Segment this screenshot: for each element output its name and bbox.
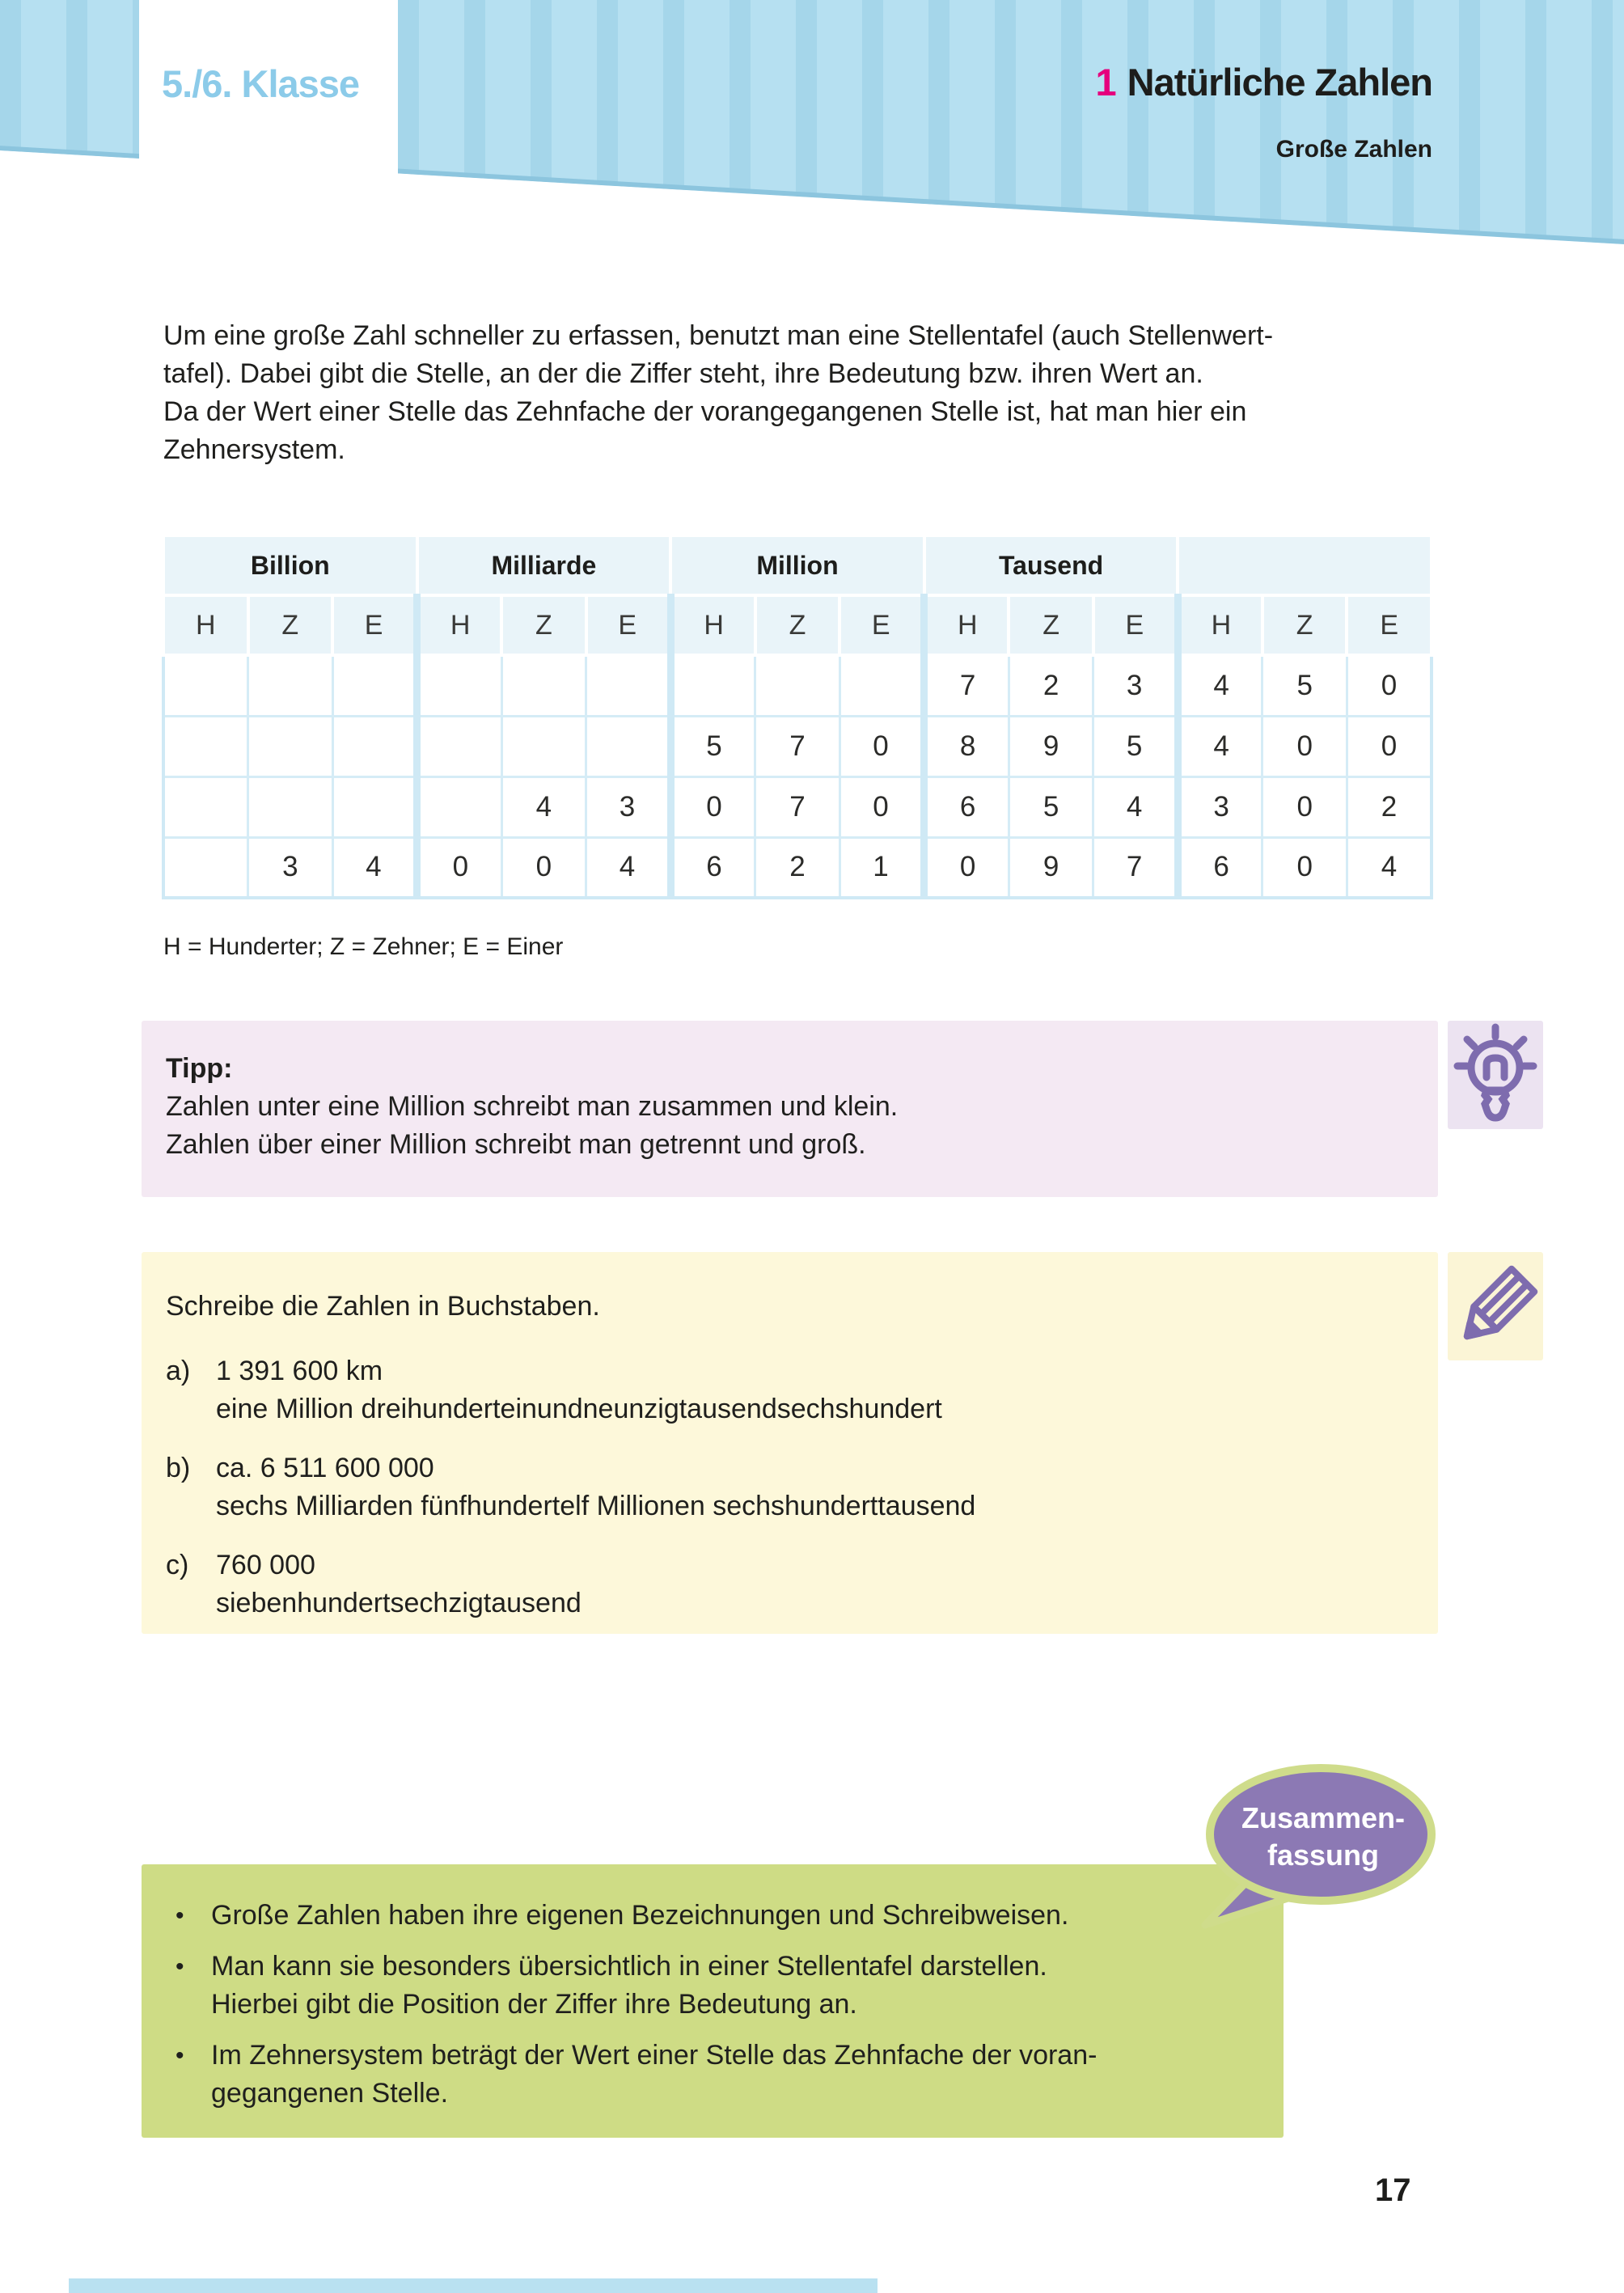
table-cell: 4 [332,837,417,898]
item-label: c) [166,1550,189,1580]
subheader-cell: H [1178,595,1262,655]
table-cell [163,837,248,898]
table-row [163,655,1432,716]
tip-box [142,1021,1438,1197]
table-cell [586,655,671,716]
table-cell [417,776,502,837]
grade-label: 5./6. Klasse [162,62,360,105]
exercise-item-b [166,1449,1414,1525]
summary-box [142,1864,1284,2138]
group-header-milliarde: Milliarde [417,535,671,595]
summary-bullet [176,2037,1259,2113]
table-cell [586,716,671,776]
table-cell: 2 [1347,776,1432,837]
table-cell: 3 [1093,655,1178,716]
item-answer: siebenhundertsechzigtausend [216,1588,582,1618]
table-cell: 4 [1178,655,1262,716]
lightbulb-icon [1448,1021,1543,1129]
chapter-title [1096,60,1433,104]
table-cell: 0 [1262,776,1347,837]
item-number: 760 000 [216,1550,315,1580]
intro-line: Zehnersystem. [163,434,345,465]
table-cell: 4 [501,776,586,837]
table-cell: 6 [924,776,1009,837]
table-cell: 4 [1178,716,1262,776]
summary-bullet [176,1897,1259,1935]
item-number: ca. 6 511 600 000 [216,1453,434,1483]
exercise-icon-box [1448,1252,1543,1360]
subheader-cell: E [1347,595,1432,655]
table-cell: 3 [1178,776,1262,837]
item-label: a) [166,1356,191,1386]
table-cell: 7 [1093,837,1178,898]
subheader-cell: E [1093,595,1178,655]
bubble-text-line: Zusammen- [1241,1801,1406,1834]
intro-paragraph [163,317,1474,469]
table-cell: 5 [1262,655,1347,716]
subheader-cell: E [332,595,417,655]
table-cell [417,655,502,716]
bullet-dot: • [176,1902,184,1929]
table-cell: 1 [839,837,924,898]
table-cell [501,655,586,716]
table-cell [332,716,417,776]
exercise-prompt: Schreibe die Zahlen in Buchstaben. [166,1291,600,1322]
tip-icon-box [1448,1021,1543,1129]
bullet-line: gegangenen Stelle. [211,2078,449,2109]
table-cell: 6 [1178,837,1262,898]
subheader-cell: H [670,595,755,655]
table-cell: 0 [417,837,502,898]
subheader-cell: Z [501,595,586,655]
table-cell: 4 [586,837,671,898]
subheader-cell: Z [1009,595,1093,655]
table-cell [332,776,417,837]
table-cell: 0 [1262,716,1347,776]
table-cell: 5 [1093,716,1178,776]
table-cell [332,655,417,716]
table-group-header-row [163,535,1432,595]
table-cell [670,655,755,716]
subheader-cell: Z [1262,595,1347,655]
intro-line: Da der Wert einer Stelle das Zehnfache der vorangegangenen Stelle ist, hat man hier ein [163,396,1247,427]
bubble-text-line: fassung [1267,1838,1380,1872]
summary-bubble [1195,1757,1446,1941]
item-number: 1 391 600 km [216,1356,383,1386]
chapter-name: Natürliche Zahlen [1127,61,1432,104]
subheader-cell: H [924,595,1009,655]
table-cell: 2 [755,837,840,898]
bullet-dot: • [176,2042,184,2069]
table-cell: 0 [924,837,1009,898]
table-cell: 8 [924,716,1009,776]
table-cell [163,716,248,776]
tip-line: Zahlen über einer Million schreibt man getrennt und groß. [166,1129,866,1160]
intro-line: Um eine große Zahl schneller zu erfassen, benutzt man eine Stellentafel (auch Stellenwert- [163,320,1274,351]
table-cell [163,776,248,837]
table-cell: 0 [839,716,924,776]
bullet-dot: • [176,1953,184,1980]
table-cell: 5 [1009,776,1093,837]
bullet-line: Man kann sie besonders übersichtlich in einer Stellentafel darstellen. [211,1951,1047,1982]
table-cell: 0 [1347,655,1432,716]
exercise-item-a [166,1352,1414,1428]
table-cell: 9 [1009,716,1093,776]
subheader-cell: H [417,595,502,655]
bullet-line: Im Zehnersystem beträgt der Wert einer Stelle das Zehnfache der voran- [211,2040,1097,2071]
table-legend: H = Hunderter; Z = Zehner; E = Einer [163,933,564,960]
group-header-billion: Billion [163,535,417,595]
item-label: b) [166,1453,191,1483]
table-row [163,776,1432,837]
exercise-item-c [166,1546,1414,1622]
table-cell: 9 [1009,837,1093,898]
table-cell [248,776,333,837]
subheader-cell: Z [248,595,333,655]
table-cell: 0 [1262,837,1347,898]
table-cell: 3 [248,837,333,898]
table-cell: 4 [1093,776,1178,837]
table-cell [417,716,502,776]
pencil-icon [1448,1252,1543,1360]
table-cell: 0 [1347,716,1432,776]
table-cell: 0 [839,776,924,837]
place-value-table [162,534,1433,899]
table-cell: 6 [670,837,755,898]
table-cell [839,655,924,716]
table-cell: 7 [755,776,840,837]
bullet-line: Große Zahlen haben ihre eigenen Bezeichnungen und Schreibweisen. [211,1900,1069,1931]
tip-line: Zahlen unter eine Million schreibt man zusammen und klein. [166,1091,899,1122]
table-cell [501,716,586,776]
table-cell [248,655,333,716]
chapter-number: 1 [1095,61,1116,104]
table-subheader-row [163,595,1432,655]
group-header-einer [1178,535,1432,595]
table-cell [755,655,840,716]
group-header-million: Million [670,535,924,595]
section-title: Große Zahlen [1275,136,1432,163]
intro-line: tafel). Dabei gibt die Stelle, an der die Ziffer steht, ihre Bedeutung bzw. ihren Wert an. [163,358,1203,389]
table-row [163,837,1432,898]
table-cell: 7 [755,716,840,776]
item-answer: eine Million dreihunderteinundneunzigtausendsechshundert [216,1394,942,1424]
bubble-body [1210,1768,1432,1901]
item-answer: sechs Milliarden fünfhundertelf Millionen sechshunderttausend [216,1491,976,1521]
tip-title: Tipp: [166,1053,233,1084]
page-number: 17 [1375,2172,1411,2208]
table-cell: 5 [670,716,755,776]
exercise-box [142,1252,1438,1634]
subheader-cell: E [586,595,671,655]
bullet-line: Hierbei gibt die Position der Ziffer ihre Bedeutung an. [211,1989,857,2020]
table-cell: 0 [501,837,586,898]
table-cell: 2 [1009,655,1093,716]
summary-bullet [176,1948,1259,2024]
table-cell: 7 [924,655,1009,716]
table-cell: 3 [586,776,671,837]
subheader-cell: Z [755,595,840,655]
table-cell [248,716,333,776]
bottom-decoration-strip [69,2278,878,2293]
table-row [163,716,1432,776]
table-cell: 0 [670,776,755,837]
subheader-cell: H [163,595,248,655]
table-cell [163,655,248,716]
table-cell: 4 [1347,837,1432,898]
group-header-tausend: Tausend [924,535,1178,595]
subheader-cell: E [839,595,924,655]
